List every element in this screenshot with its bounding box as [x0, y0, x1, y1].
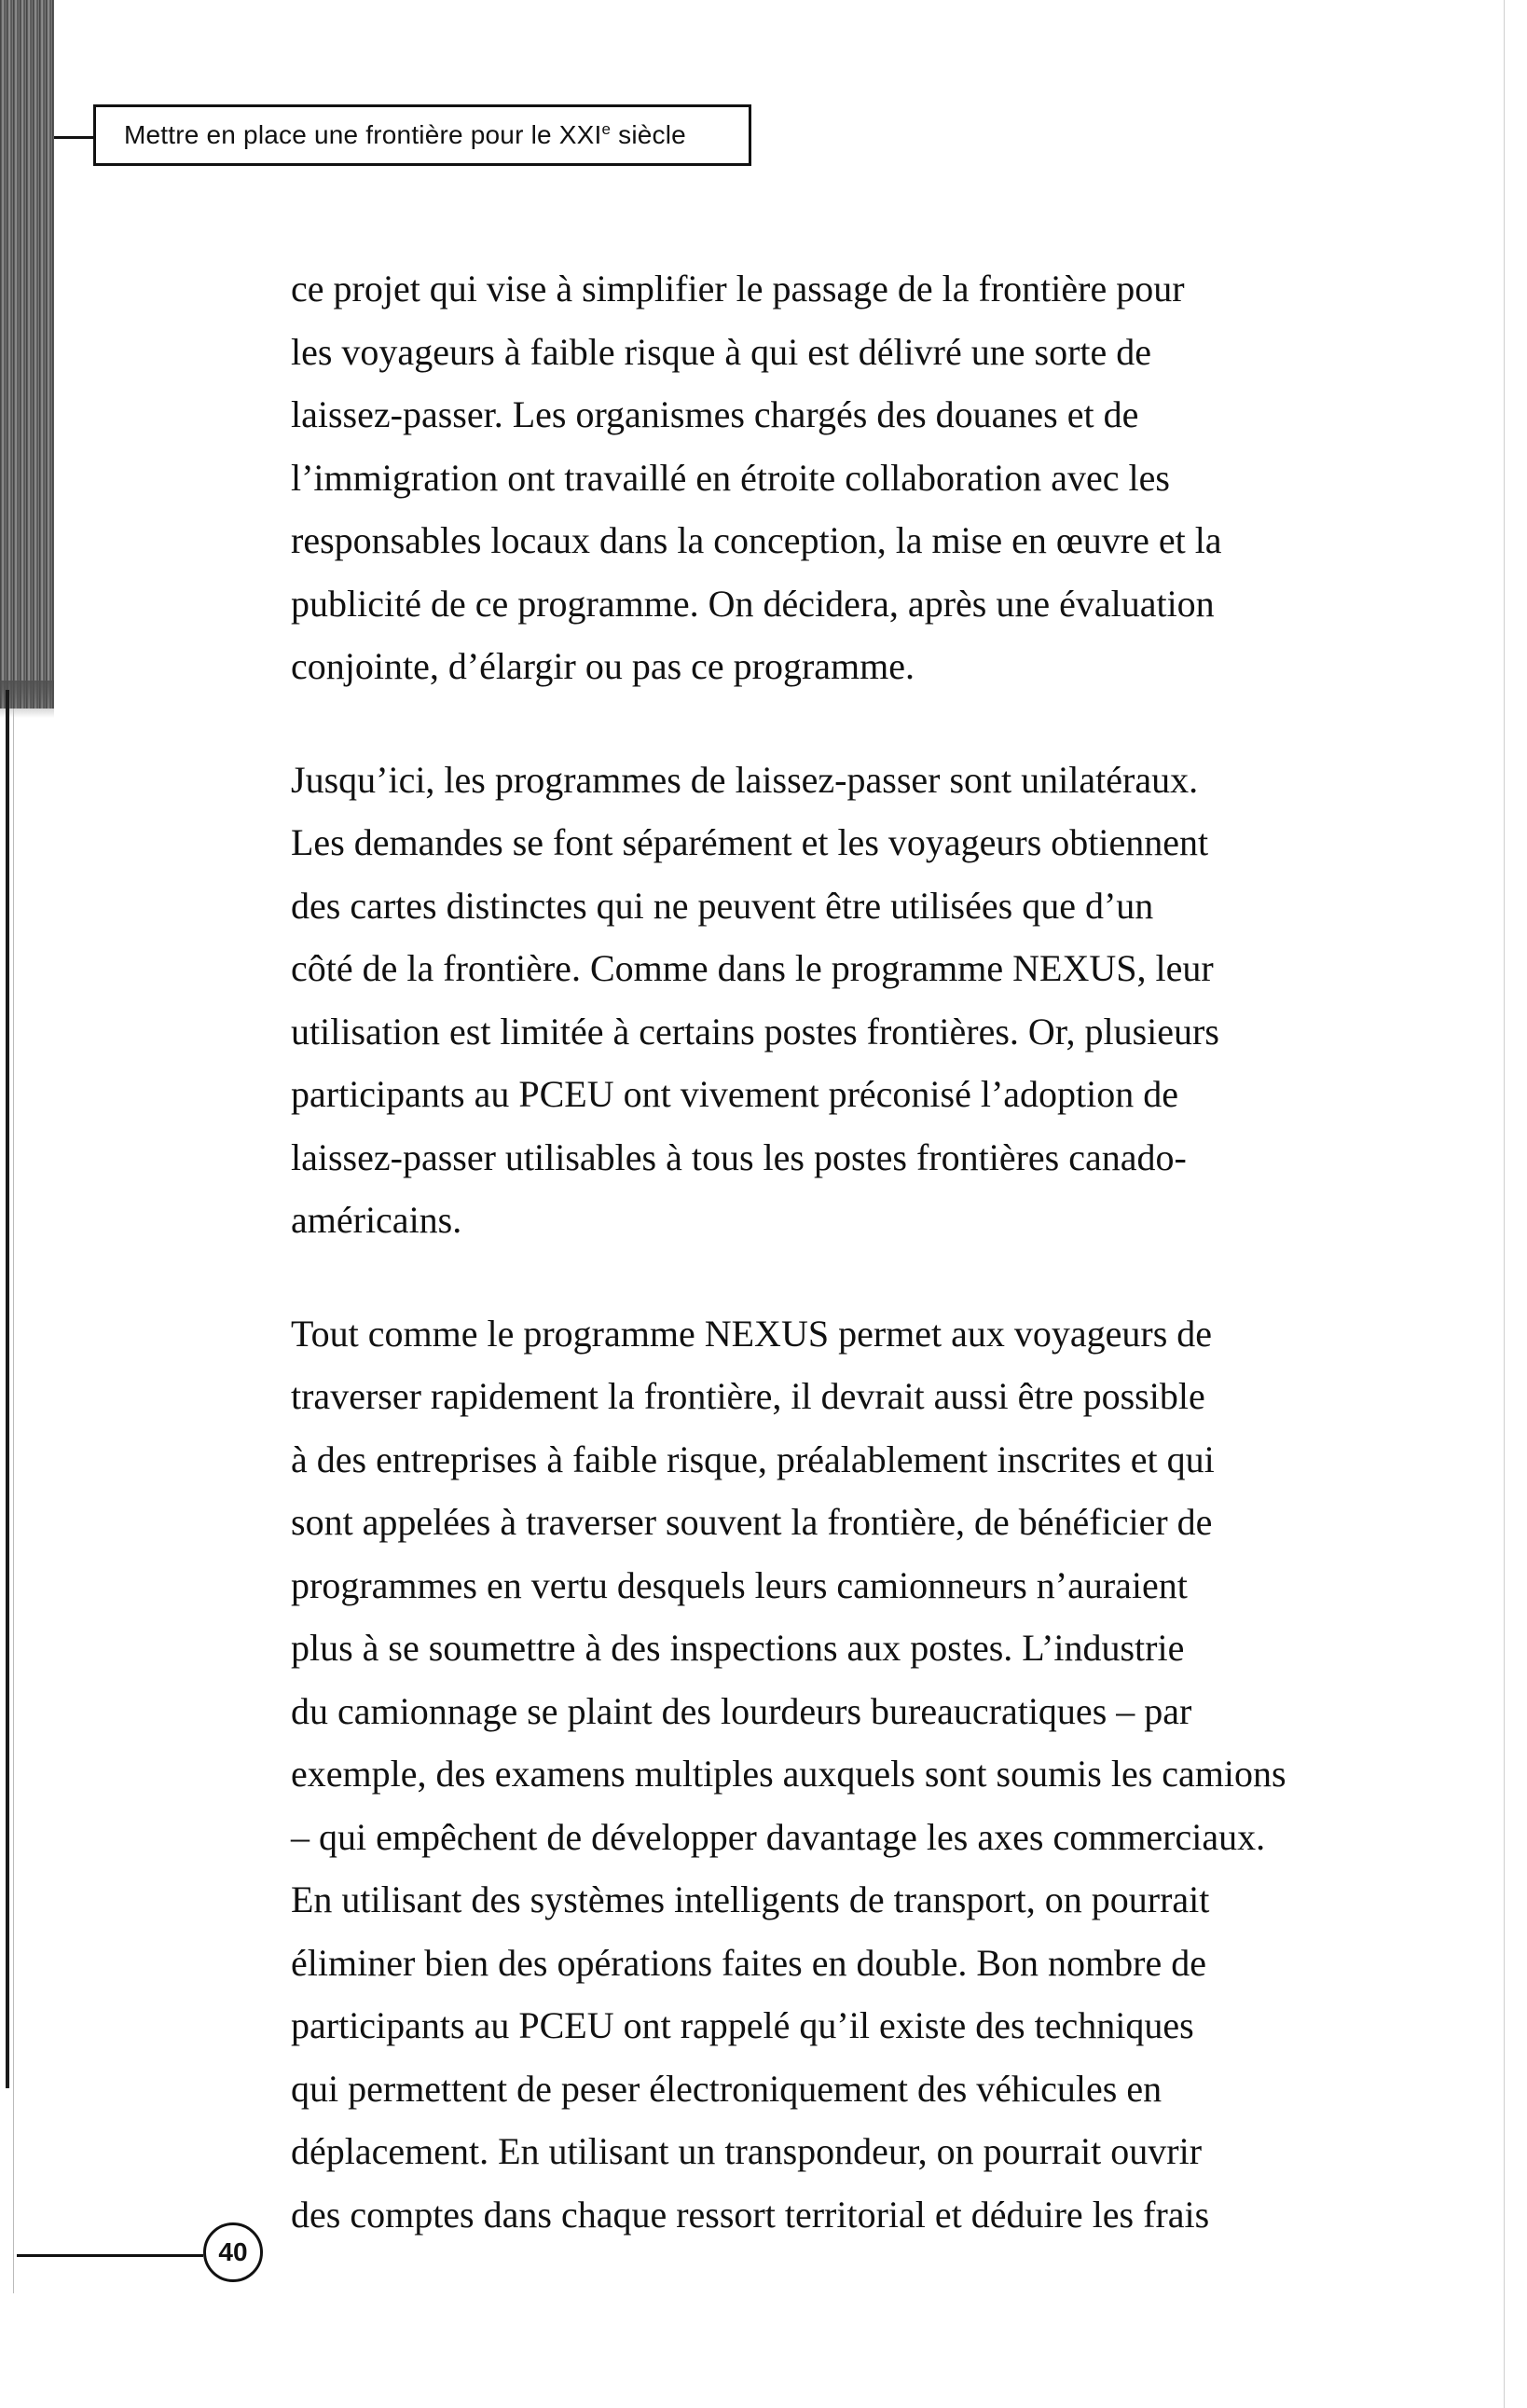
- text-line: publicité de ce programme. On décidera, après une évaluation: [291, 582, 1215, 625]
- text-line: laissez-passer utilisables à tous les postes frontières canado-: [291, 1135, 1187, 1178]
- scan-right-edge: [1504, 0, 1505, 2408]
- page-number: 40: [203, 2222, 263, 2282]
- running-header-rule: [54, 136, 95, 139]
- text-line: utilisation est limitée à certains postes frontières. Or, plusieurs: [291, 1010, 1219, 1053]
- running-header-title-main: Mettre en place une frontière pour le XXI: [124, 120, 602, 149]
- text-line: responsables locaux dans la conception, la mise en œuvre et la: [291, 519, 1222, 561]
- text-line: l’immigration ont travaillé en étroite collaboration avec les: [291, 456, 1170, 499]
- page-number-rule: [17, 2254, 203, 2257]
- text-line: exemple, des examens multiples auxquels sont soumis les camions: [291, 1753, 1286, 1795]
- text-line: programmes en vertu desquels leurs camionneurs n’auraient: [291, 1563, 1188, 1606]
- text-line: Jusqu’ici, les programmes de laissez-passer sont unilatéraux.: [291, 758, 1199, 801]
- running-header-title-end: siècle: [611, 120, 686, 149]
- running-header-superscript: e: [601, 120, 612, 138]
- text-line: laissez-passer. Les organismes chargés des douanes et de: [291, 393, 1139, 435]
- text-line: sont appelées à traverser souvent la frontière, de bénéficier de: [291, 1501, 1213, 1543]
- text-line: Tout comme le programme NEXUS permet aux voyageurs de: [291, 1312, 1213, 1355]
- paragraph: [291, 1302, 1382, 2247]
- scan-spine-shadow: [0, 0, 54, 709]
- text-line: participants au PCEU ont rappelé qu’il existe des techniques: [291, 2004, 1194, 2046]
- text-line: des cartes distinctes qui ne peuvent être utilisées que d’un: [291, 884, 1154, 927]
- text-line: déplacement. En utilisant un transpondeur, on pourrait ouvrir: [291, 2130, 1203, 2172]
- text-line: qui permettent de peser électroniquement des véhicules en: [291, 2067, 1162, 2110]
- text-line: éliminer bien des opérations faites en double. Bon nombre de: [291, 1941, 1206, 1984]
- text-line: traverser rapidement la frontière, il devrait aussi être possible: [291, 1375, 1205, 1417]
- text-line: plus à se soumettre à des inspections aux postes. L’industrie: [291, 1627, 1185, 1669]
- text-line: participants au PCEU ont vivement préconisé l’adoption de: [291, 1073, 1178, 1115]
- text-line: côté de la frontière. Comme dans le programme NEXUS, leur: [291, 947, 1214, 989]
- scan-spine-line: [6, 690, 9, 2088]
- text-line: – qui empêchent de développer davantage les axes commerciaux.: [291, 1815, 1266, 1858]
- text-line: du camionnage se plaint des lourdeurs bureaucratiques – par: [291, 1689, 1192, 1732]
- body-text: [291, 257, 1382, 2296]
- text-line: En utilisant des systèmes intelligents de transport, on pourrait: [291, 1878, 1210, 1920]
- paragraph: [291, 749, 1382, 1252]
- text-line: conjointe, d’élargir ou pas ce programme.: [291, 645, 915, 687]
- text-line: des comptes dans chaque ressort territorial et déduire les frais: [291, 2193, 1210, 2236]
- text-line: ce projet qui vise à simplifier le passage de la frontière pour: [291, 268, 1185, 310]
- running-header-title: [124, 120, 686, 150]
- text-line: américains.: [291, 1199, 462, 1241]
- paragraph: [291, 257, 1382, 698]
- text-line: à des entreprises à faible risque, préalablement inscrites et qui: [291, 1438, 1215, 1480]
- scan-spine-faint-line: [13, 709, 14, 2293]
- text-line: les voyageurs à faible risque à qui est délivré une sorte de: [291, 330, 1152, 373]
- text-line: Les demandes se font séparément et les voyageurs obtiennent: [291, 821, 1209, 863]
- running-header: [93, 104, 751, 166]
